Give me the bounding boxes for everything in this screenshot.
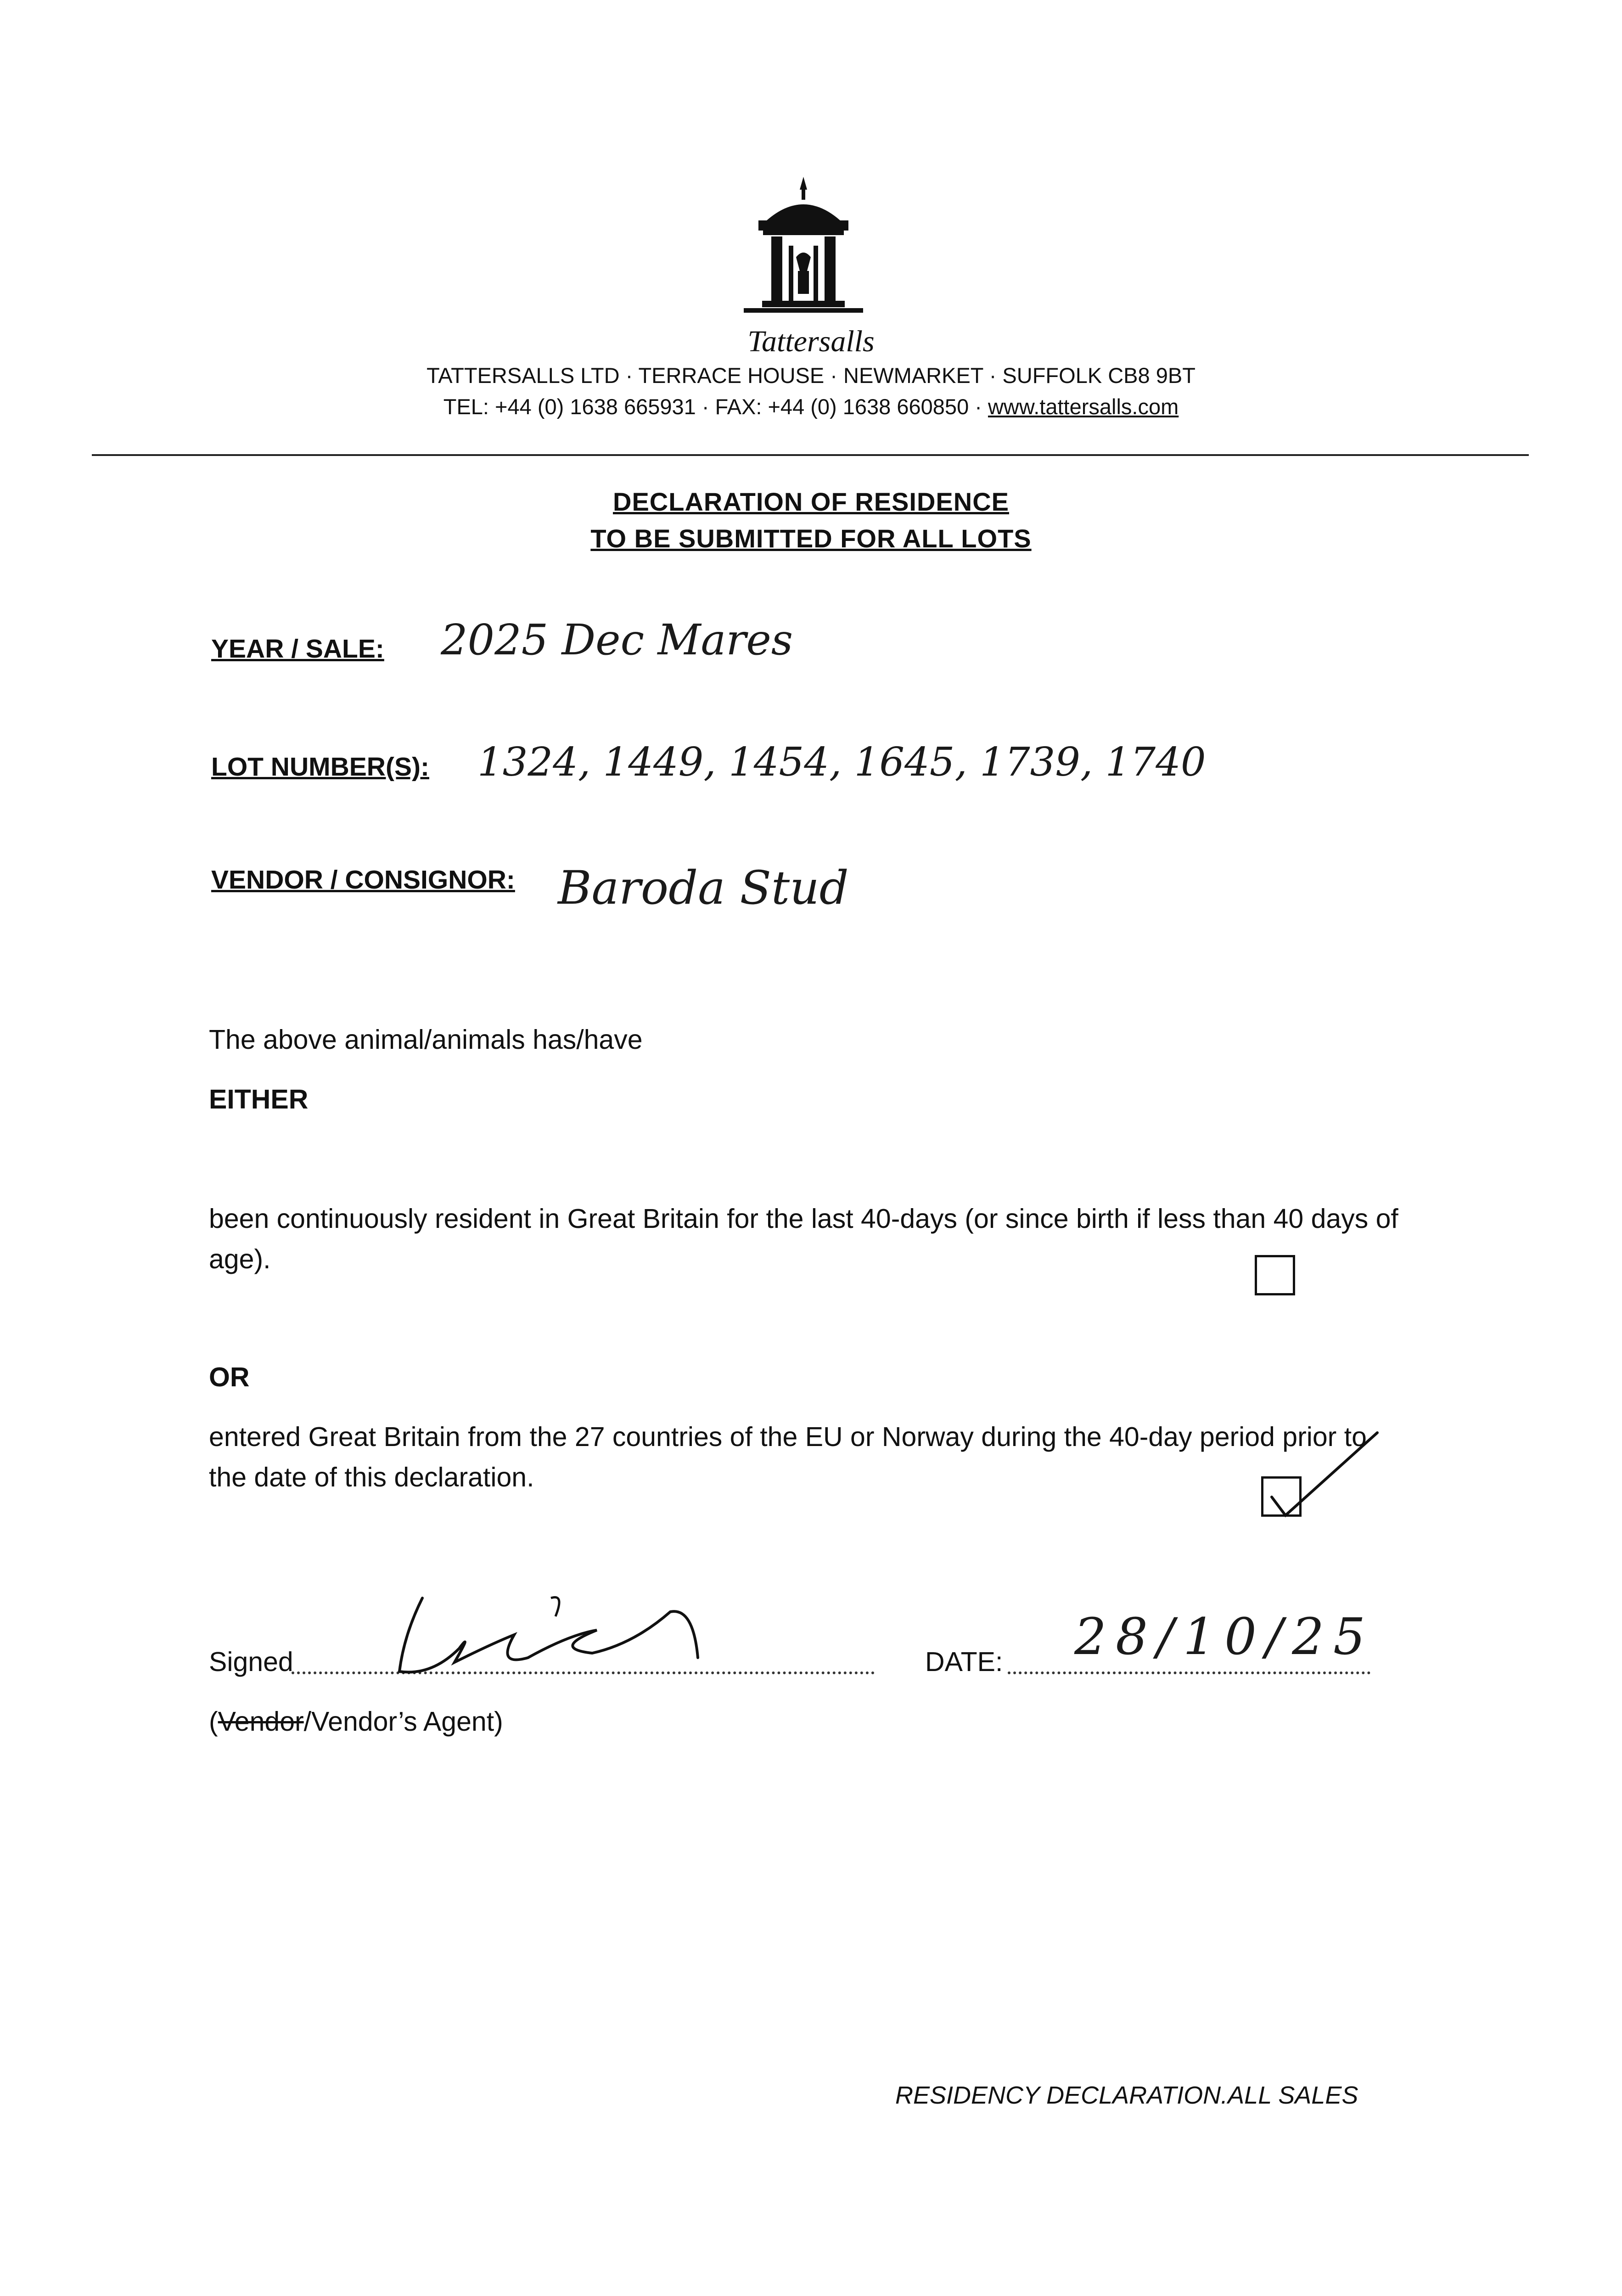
year-sale-label: YEAR / SALE: [211, 634, 384, 664]
option1-text: been continuously resident in Great Britain for the last 40-days (or since birth if less than 40 days of age). [209, 1204, 1398, 1274]
vendor-struck-text: Vendor [218, 1706, 304, 1737]
form-subtitle: TO BE SUBMITTED FOR ALL LOTS [590, 524, 1032, 553]
option2-text: entered Great Britain from the 27 countries of the EU or Norway during the 40-day period prior to the date of this declaration. [209, 1422, 1367, 1492]
vendor-value[interactable]: Baroda Stud [558, 861, 849, 915]
contact-numbers: TEL: +44 (0) 1638 665931 · FAX: +44 (0) 1638 660850 · [443, 394, 988, 419]
intro-text: The above animal/animals has/have [209, 1024, 643, 1055]
vendor-label: VENDOR / CONSIGNOR: [211, 865, 515, 895]
or-heading: OR [209, 1362, 250, 1392]
website-link[interactable]: www.tattersalls.com [988, 394, 1179, 419]
company-address: TATTERSALLS LTD · TERRACE HOUSE · NEWMARKET · SUFFOLK CB8 9BT [427, 363, 1195, 388]
signatory-role: (Vendor/Vendor’s Agent) [209, 1706, 503, 1737]
handwritten-signature [376, 1580, 753, 1685]
footer-text: RESIDENCY DECLARATION.ALL SALES [895, 2082, 1358, 2109]
contact-line [0, 394, 1622, 419]
date-label: DATE: [925, 1647, 1003, 1677]
year-sale-value[interactable]: 2025 Dec Mares [441, 615, 793, 664]
form-title: DECLARATION OF RESIDENCE [613, 487, 1009, 516]
date-line[interactable] [1008, 1671, 1370, 1674]
either-heading: EITHER [209, 1084, 309, 1114]
header-divider [92, 454, 1529, 456]
lot-numbers-label: LOT NUMBER(S): [211, 752, 429, 782]
date-value[interactable]: 28/10/25 [1074, 1607, 1375, 1666]
brand-name: Tattersalls [747, 325, 875, 358]
vendor-agent-text: /Vendor’s Agent) [303, 1706, 503, 1737]
lot-numbers-value[interactable]: 1324, 1449, 1454, 1645, 1739, 1740 [477, 739, 1206, 785]
tick-mark-icon [1258, 1424, 1386, 1525]
option1-checkbox[interactable] [1255, 1255, 1295, 1295]
signed-label: Signed [209, 1647, 293, 1677]
rotunda-logo-icon [735, 177, 872, 324]
